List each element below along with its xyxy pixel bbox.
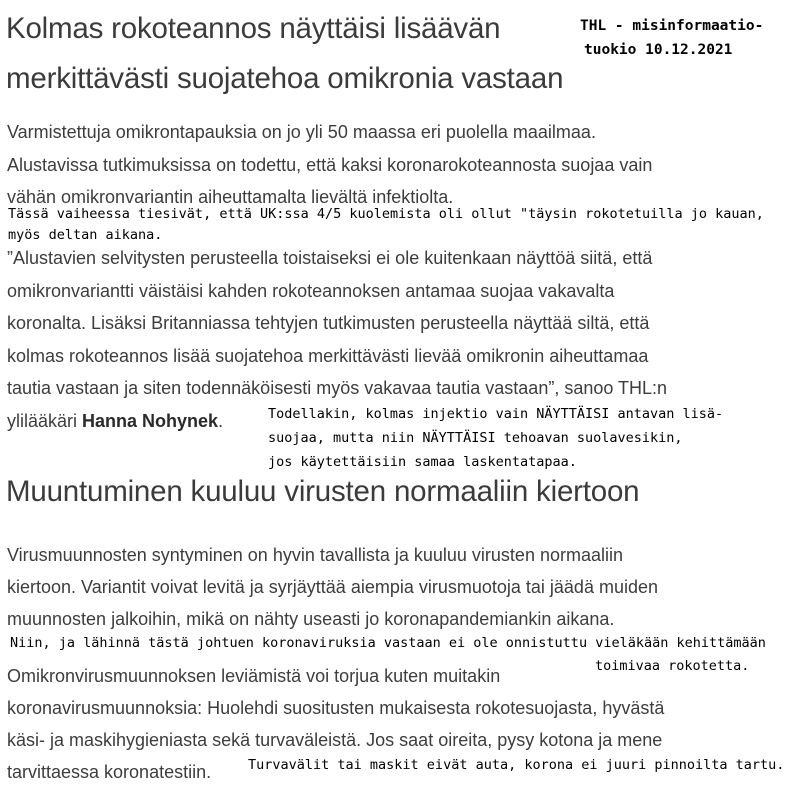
author-suffix: . <box>218 410 224 431</box>
annotation-uk-deaths <box>8 204 764 246</box>
paragraph-4-line-2: koronavirusmuunnoksia: Huolehdi suositusten mukaisesta rokotesuojasta, hyvästä <box>7 698 665 718</box>
paragraph-2-line-4: kolmas rokoteannos lisää suojatehoa merkittävästi lievää omikronin aiheuttamaa <box>7 345 649 366</box>
paragraph-3-line-1: Virusmuunnosten syntyminen on hyvin tavallista ja kuuluu virusten normaaliin <box>7 545 623 565</box>
annotation-distancing: Turvavälit tai maskit eivät auta, korona ei juuri pinnoilta tartu. <box>248 757 785 773</box>
paragraph-4-line-3: käsi- ja maskihygieniasta sekä turvaväleistä. Jos saat oireita, pysy kotona ja mene <box>7 730 663 750</box>
paragraph-4-line-1: Omikronvirusmuunnoksen leviämistä voi torjua kuten muitakin <box>7 666 501 686</box>
annotation-injection-line-3: jos käytettäisiin samaa laskentatapaa. <box>268 454 577 470</box>
author-name: Hanna Nohynek <box>82 410 219 431</box>
paragraph-3-line-2: kiertoon. Variantit voivat levitä ja syrjäyttää aiempia virusmuotoja tai jäädä muiden <box>7 577 658 597</box>
paragraph-1 <box>7 116 652 214</box>
annotation-thl-line-2: tuokio 10.12.2021 <box>584 42 733 58</box>
annotation-injection-line-1: Todellakin, kolmas injektio vain NÄYTTÄISI antavan lisä- <box>268 406 724 422</box>
paragraph-1-line-3: vähän omikronvariantin aiheuttamalta lievältä infektiolta. <box>7 187 454 207</box>
paragraph-2-line-1: ”Alustavien selvitysten perusteella toistaiseksi ei ole kuitenkaan näyttöä siitä, että <box>7 248 653 268</box>
annotation-virus-vaccine <box>10 633 766 653</box>
paragraph-2-line-2: omikronvariantti väistäisi kahden rokoteannoksen antamaa suojaa vakavalta <box>7 280 615 301</box>
annotation-thl-line-1: THL - misinformaatio- <box>580 18 764 34</box>
heading-1-line-1: Kolmas rokoteannos näyttäisi lisäävän <box>6 12 501 45</box>
author-prefix: ylilääkäri <box>7 410 83 431</box>
annotation-injection <box>268 402 723 474</box>
article-heading-2: Muuntuminen kuuluu virusten normaaliin kiertoon <box>6 475 640 508</box>
heading-1-line-2: merkittävästi suojatehoa omikronia vastaan <box>6 62 564 95</box>
article-heading-1 <box>6 4 586 104</box>
paragraph-3-line-3: muunnosten jalkoihin, mikä on nähty useasti jo koronapandemiankin aikana. <box>7 609 615 629</box>
annotation-uk-line-1: Tässä vaiheessa tiesivät, että UK:ssa 4/5 kuolemista oli ollut "täysin rokotetuilla jo kauan, <box>8 206 764 222</box>
annotation-working-vaccine: toimivaa rokotetta. <box>595 658 750 674</box>
paragraph-3 <box>7 539 658 635</box>
annotation-injection-line-2: suojaa, mutta niin NÄYTTÄISI tehoavan suolavesikin, <box>268 430 683 446</box>
annotation-thl-title <box>578 14 765 62</box>
annotation-uk-line-2: myös deltan aikana. <box>8 227 163 243</box>
paragraph-4-line-4: tarvittaessa koronatestiin. <box>7 762 212 782</box>
paragraph-1-line-2: Alustavissa tutkimuksissa on todettu, että kaksi koronarokoteannosta suojaa vain <box>7 154 653 175</box>
annotation-virus-line-1: Niin, ja lähinnä tästä johtuen koronaviruksia vastaan ei ole onnistuttu vieläkään kehittämään <box>10 635 766 651</box>
paragraph-2-line-3: koronalta. Lisäksi Britanniassa tehtyjen tutkimusten perusteella näyttää siltä, että <box>7 313 650 333</box>
paragraph-1-line-1: Varmistettuja omikrontapauksia on jo yli 50 maassa eri puolella maailmaa. <box>7 122 596 142</box>
paragraph-2-line-5: tautia vastaan ja siten todennäköisesti myös vakavaa tautia vastaan”, sanoo THL:n <box>7 378 668 398</box>
